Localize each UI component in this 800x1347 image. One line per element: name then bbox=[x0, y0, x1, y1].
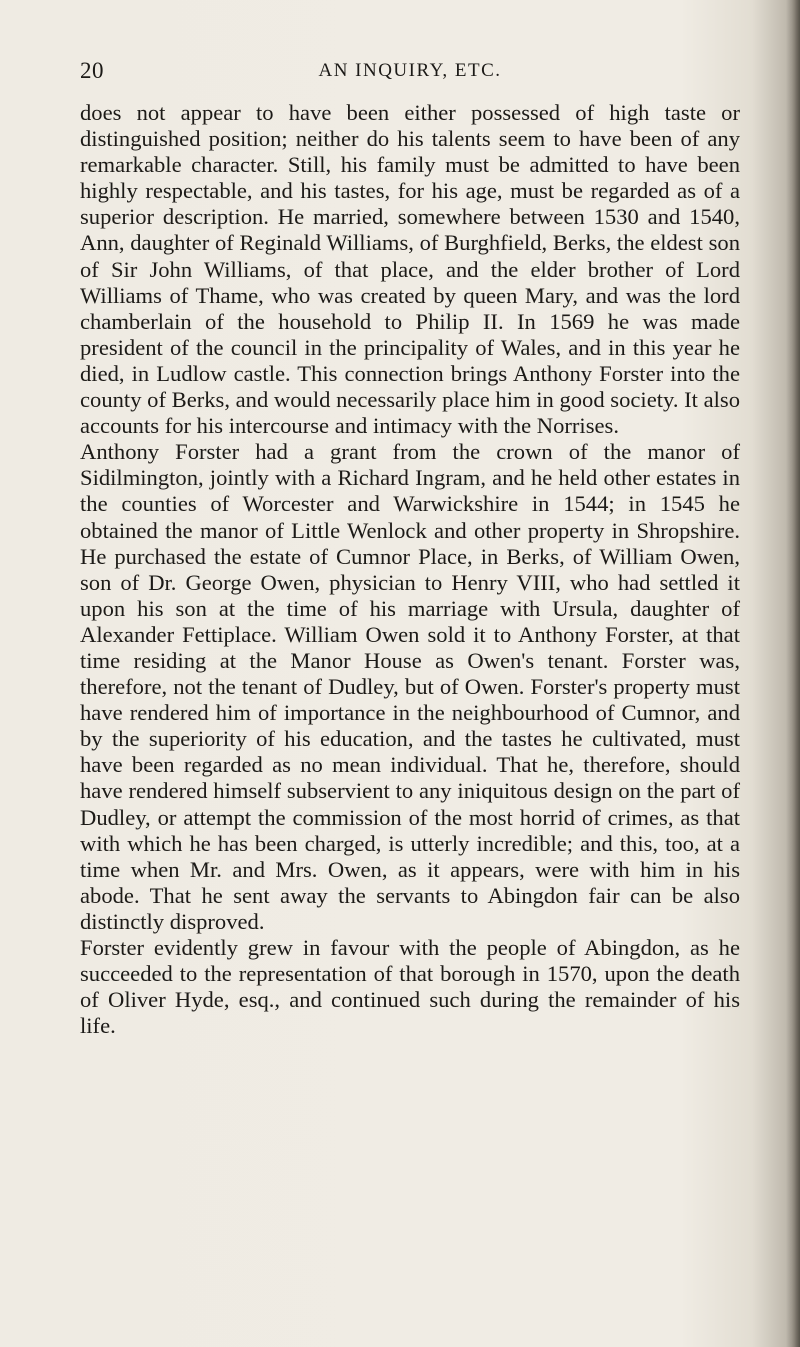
running-title: AN INQUIRY, ETC. bbox=[318, 60, 502, 81]
paragraph-1: does not appear to have been either possessed of high taste or distinguished position; neither do his talents seem to have been of any remarkable character. Still, his family must be admitted to have been highly respectable, and his tastes, for his age, must be regarded as of a superior description. He married, somewhere between 1530 and 1540, Ann, daughter of Reginald Williams, of Burghfield, Berks, the eldest son of Sir John Williams, of that place, and the elder brother of Lord Williams of Thame, who was created by queen Mary, and was the lord chamberlain of the household to Philip II. In 1569 he was made president of the council in the principality of Wales, and in this year he died, in Ludlow castle. This connection brings Anthony Forster into the county of Berks, and would necessarily place him in good society. It also accounts for his intercourse and intimacy with the Norrises. bbox=[80, 100, 740, 439]
running-head bbox=[80, 58, 740, 88]
body-text bbox=[80, 100, 740, 1039]
paragraph-2: Anthony Forster had a grant from the crown of the manor of Sidilmington, jointly with a Richard Ingram, and he held other estates in the counties of Worcester and Warwickshire in 1544; in 1545 he obtained the manor of Little Wenlock and other property in Shropshire. He purchased the estate of Cumnor Place, in Berks, of William Owen, son of Dr. George Owen, physician to Henry VIII, who had settled it upon his son at the time of his marriage with Ursula, daughter of Alexander Fettiplace. William Owen sold it to Anthony Forster, at that time residing at the Manor House as Owen's tenant. Forster was, therefore, not the tenant of Dudley, but of Owen. Forster's property must have rendered him of importance in the neighbourhood of Cumnor, and by the superiority of his education, and the tastes he cultivated, must have been regarded as no mean individual. That he, therefore, should have rendered himself subservient to any iniquitous design on the part of Dudley, or attempt the commission of the most horrid of crimes, as that with which he has been charged, is utterly incredible; and this, too, at a time when Mr. and Mrs. Owen, as it appears, were with him in his abode. That he sent away the servants to Abingdon fair can be also distinctly disproved. bbox=[80, 439, 740, 934]
page-edge-shadow bbox=[786, 0, 800, 1347]
paragraph-3: Forster evidently grew in favour with the people of Abingdon, as he succeeded to the representation of that borough in 1570, upon the death of Oliver Hyde, esq., and continued such during the remainder of his life. bbox=[80, 935, 740, 1039]
page-number: 20 bbox=[80, 58, 104, 83]
